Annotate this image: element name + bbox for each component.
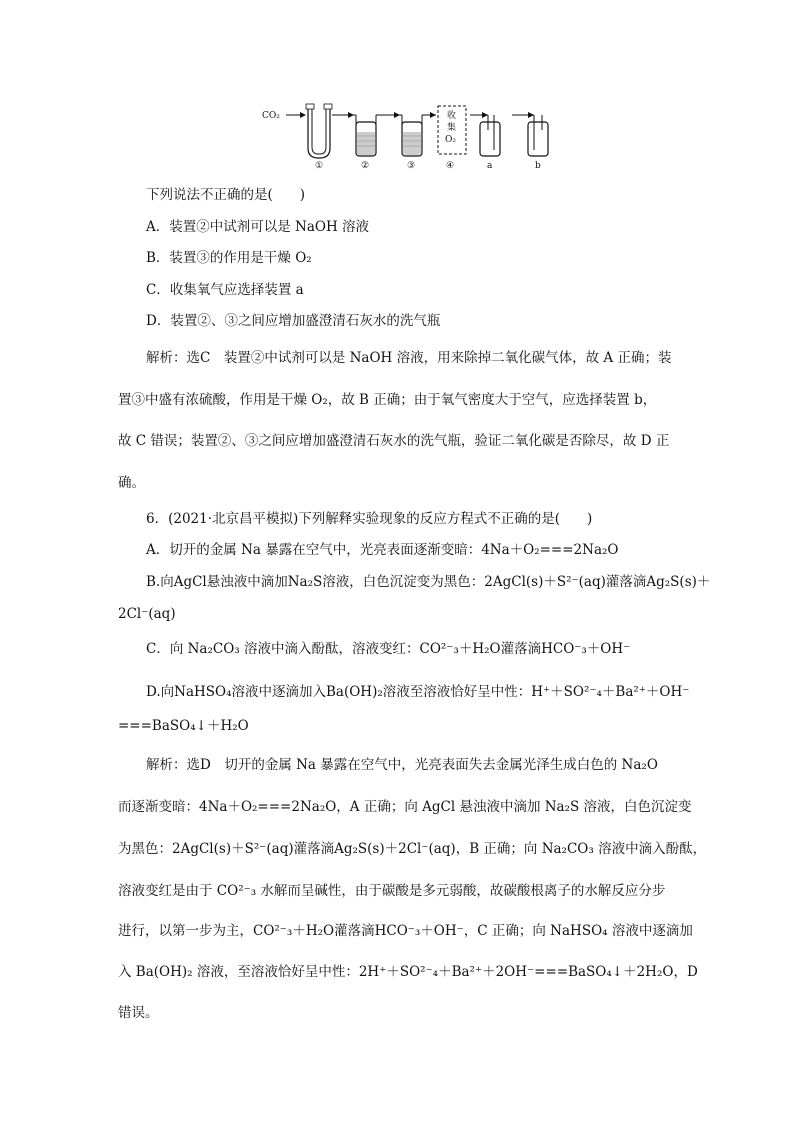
- q6-option-c: C．向 Na₂CO₃ 溶液中滴入酚酞，溶液变红：CO²⁻₃＋H₂O灌落滴HCO⁻₃＋OH⁻: [146, 641, 631, 657]
- q6-analysis-line-5: 进行，以第一步为主，CO²⁻₃＋H₂O灌落滴HCO⁻₃＋OH⁻，C 正确；向 NaHSO₄ 溶液中逐滴加: [118, 923, 693, 939]
- q6-option-d: D.向NaHSO₄溶液中逐滴加入Ba(OH)₂溶液至溶液恰好呈中性：H⁺＋SO²⁻₄＋Ba²⁺＋OH⁻: [146, 684, 690, 700]
- q5-option-a: A．装置②中试剂可以是 NaOH 溶液: [146, 219, 370, 235]
- label-3: ③: [407, 161, 416, 171]
- q5-option-d: D．装置②、③之间应增加盛澄清石灰水的洗气瓶: [146, 313, 441, 329]
- q6-analysis-line-6: 入 Ba(OH)₂ 溶液，至溶液恰好呈中性：2H⁺＋SO²⁻₄＋Ba²⁺＋2OH⁻===BaSO₄↓＋2H₂O，D: [118, 964, 698, 980]
- q6-analysis-line-2: 而逐渐变暗：4Na＋O₂===2Na₂O，A 正确；向 AgCl 悬浊液中滴加 Na₂S 溶液，白色沉淀变: [118, 799, 692, 815]
- apparatus-figure: [256, 100, 556, 172]
- q6-option-a: A．切开的金属 Na 暴露在空气中，光亮表面逐渐变暗：4Na＋O₂===2Na₂O: [146, 542, 619, 558]
- collect-char-2: 集: [447, 123, 457, 133]
- collect-char-3: O₂: [445, 135, 456, 145]
- q6-option-b-cont: 2Cl⁻(aq): [118, 606, 176, 622]
- q6-analysis-line-1: 解析：选D 切开的金属 Na 暴露在空气中，光亮表面失去金属光泽生成白色的 Na₂O: [146, 757, 658, 773]
- q6-stem: 6．(2021·北京昌平模拟)下列解释实验现象的反应方程式不正确的是( ): [146, 511, 593, 527]
- q6-analysis-line-7: 错误。: [118, 1005, 159, 1021]
- q5-option-b: B．装置③的作用是干燥 O₂: [146, 250, 312, 266]
- collect-char-1: 收: [447, 111, 457, 121]
- label-a: a: [487, 161, 493, 171]
- q5-analysis-line-3: 故 C 错误；装置②、③之间应增加盛澄清石灰水的洗气瓶，验证二氧化碳是否除尽，故 D 正: [118, 433, 670, 449]
- label-b: b: [535, 161, 541, 171]
- label-4: ④: [446, 161, 455, 171]
- q6-analysis-line-4: 溶液变红是由于 CO²⁻₃ 水解而呈碱性，由于碳酸是多元弱酸，故碳酸根离子的水解反应分步: [118, 883, 666, 899]
- q6-analysis-line-3: 为黑色：2AgCl(s)＋S²⁻(aq)灌落滴Ag₂S(s)＋2Cl⁻(aq)，B 正确；向 Na₂CO₃ 溶液中滴入酚酞，: [118, 841, 707, 857]
- gas-label: CO₂: [262, 111, 280, 121]
- label-1: ①: [315, 161, 324, 171]
- q5-analysis-line-4: 确。: [118, 475, 145, 491]
- apparatus-diagram: [256, 100, 556, 172]
- q5-option-c: C．收集氧气应选择装置 a: [146, 282, 304, 298]
- q6-option-b: B.向AgCl悬浊液中滴加Na₂S溶液，白色沉淀变为黑色：2AgCl(s)＋S²⁻(aq)灌落滴Ag₂S(s)＋: [146, 574, 711, 590]
- q5-analysis-line-1: 解析：选C 装置②中试剂可以是 NaOH 溶液，用来除掉二氧化碳气体，故 A 正确；装: [146, 350, 672, 366]
- q6-option-d-cont: ===BaSO₄↓＋H₂O: [118, 718, 249, 734]
- q5-stem: 下列说法不正确的是( ): [146, 187, 306, 203]
- q5-analysis-line-2: 置③中盛有浓硫酸，作用是干燥 O₂，故 B 正确；由于氧气密度大于空气，应选择装置 b，: [118, 392, 657, 408]
- label-2: ②: [361, 161, 370, 171]
